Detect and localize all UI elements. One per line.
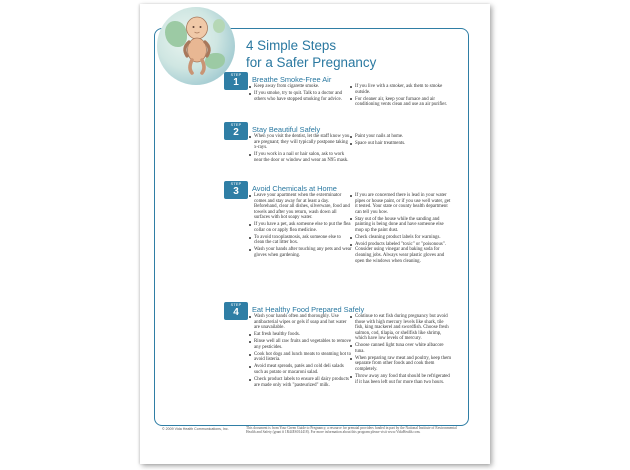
list-item: If you are concerned there is lead in your water pipes or house paint, or if you use well water, get it tested. Your state or county health department can tell you how. <box>349 193 453 215</box>
list-item: Stay out of the house while the sanding and painting is being done and have someone else mop up the paint dust. <box>349 217 453 234</box>
list-item: Paint your nails at home. <box>349 134 453 140</box>
list-item: Space out hair treatments. <box>349 141 453 147</box>
list-item: Keep away from cigarette smoke. <box>248 84 352 90</box>
list-item: If you smoke, try to quit. Talk to a doctor and others who have stopped smoking for advice. <box>248 91 352 102</box>
step-4-badge <box>224 302 248 320</box>
list-item: Check product labels to ensure all dairy products are made only with "pasteurized" milk. <box>248 377 352 388</box>
baby-illustration <box>176 12 218 76</box>
footnote-text: This document is from Your Green Guide to Pregnancy, a resource for prenatal providers funded in part by the National Institute of Environmental Health and Safety (grant # 1R44ES014418). For more information about this program please visit www.VidaHealth.com. <box>246 426 457 435</box>
step-word: STEP <box>230 182 242 186</box>
list-item: Check cleaning product labels for warnings. <box>349 235 453 241</box>
list-item: Throw away any food that should be refrigerated if it has been left out for more than two hours. <box>349 374 453 385</box>
list-item: Continue to eat fish during pregnancy but avoid those with high mercury levels like shark, tile fish, king mackerel and swordfish. Choose fresh salmon, cod, tilapia, or shellfish like shrimp, which have low levels of mercury. <box>349 314 453 342</box>
step-word: STEP <box>230 123 242 127</box>
list-item: Leave your apartment when the exterminator comes and stay away for at least a day. Beforehand, clear all dishes, silverware, food and towels and after you return, wash down all surfaces with hot soapy water. <box>248 193 352 221</box>
page-title <box>246 37 376 71</box>
list-item: When you visit the dentist, let the staff know you are pregnant; they will typically postpone taking x-rays. <box>248 134 352 151</box>
title-line-2: for a Safer Pregnancy <box>246 55 377 70</box>
copyright-text: © 2009 Vida Health Communications, Inc. <box>162 427 229 431</box>
list-item: When preparing raw meat and poultry, keep them separate from other foods and cook them completely. <box>349 356 453 373</box>
list-item: Avoid meat spreads, patés and cold deli salads such as potato or macaroni salad. <box>248 364 352 375</box>
step-2-right-list <box>349 134 453 148</box>
step-2-left-list <box>248 134 352 165</box>
list-item: Choose canned light tuna over white albacore tuna. <box>349 343 453 354</box>
step-number: 2 <box>233 127 239 138</box>
step-3-badge <box>224 181 248 199</box>
list-item: Avoid products labeled "toxic" or "poisonous". Consider using vinegar and baking soda for cleaning jobs. Always wear plastic gloves and open the windows when cleaning. <box>349 242 453 264</box>
step-3-left-list <box>248 193 352 260</box>
step-word: STEP <box>230 73 242 77</box>
list-item: Wash your hands after touching any pets and wear gloves when gardening. <box>248 247 352 258</box>
step-4-right-list <box>349 314 453 387</box>
step-4-heading: Eat Healthy Food Prepared Safely <box>252 305 365 314</box>
step-4-left-list <box>248 314 352 390</box>
step-2-badge <box>224 122 248 140</box>
list-item: If you work in a nail or hair salon, ask to work near the door or window and wear an N95 mask. <box>248 152 352 163</box>
list-item: Rinse well all raw fruits and vegetables to remove any pesticides. <box>248 339 352 350</box>
step-number: 3 <box>233 186 239 197</box>
step-1-badge <box>224 72 248 90</box>
list-item: Cook hot dogs and lunch meats to steaming hot to avoid listeria. <box>248 352 352 363</box>
title-line-1: 4 Simple Steps <box>246 38 337 53</box>
list-item: For cleaner air, keep your furnace and air conditioning vents clean and use an air purifier. <box>349 97 453 108</box>
step-number: 1 <box>233 77 239 88</box>
list-item: Eat fresh healthy foods. <box>248 332 352 338</box>
step-2-heading: Stay Beautiful Safely <box>252 125 321 134</box>
step-3-right-list <box>349 193 453 266</box>
step-number: 4 <box>233 307 239 318</box>
step-1-left-list <box>248 84 352 104</box>
step-1-right-list <box>349 84 453 109</box>
list-item: If you live with a smoker, ask them to smoke outside. <box>349 84 453 95</box>
list-item: If you have a pet, ask someone else to put the flea collar on or apply flea medicine. <box>248 222 352 233</box>
list-item: Wash your hands often and thoroughly. Use antibacterial wipes or gels if soap and hot water are unavailable. <box>248 314 352 331</box>
step-1-heading: Breathe Smoke-Free Air <box>252 75 332 84</box>
step-3-heading: Avoid Chemicals at Home <box>252 184 337 193</box>
step-word: STEP <box>230 303 242 307</box>
list-item: To avoid toxoplasmosis, ask someone else to clean the cat litter box. <box>248 235 352 246</box>
